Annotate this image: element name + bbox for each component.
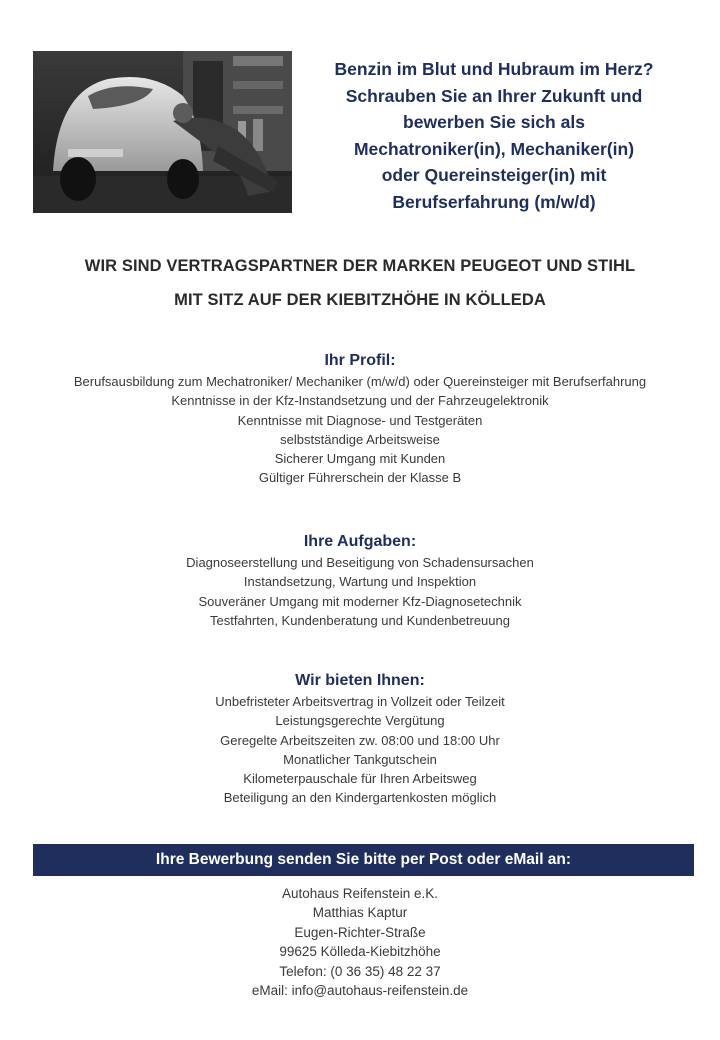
partner-statement: WIR SIND VERTRAGSPARTNER DER MARKEN PEUGEOT UND STIHL <box>84 257 636 275</box>
contact-city: 99625 Kölleda-Kiebitzhöhe <box>279 944 441 960</box>
profil-heading: Ihr Profil: <box>324 352 396 369</box>
contact-company: Autohaus Reifenstein e.K. <box>281 886 439 901</box>
list-item: Instandsetzung, Wartung und Inspektion <box>243 574 477 590</box>
headline-line: Benzin im Blut und Hubraum im Herz? <box>334 59 654 79</box>
list-item: Geregelte Arbeitszeiten zw. 08:00 und 18:00 Uhr <box>220 732 500 748</box>
bieten-section <box>0 670 720 808</box>
headline-line: bewerben Sie sich als <box>403 112 585 133</box>
car-mechanic-photo <box>33 51 292 213</box>
headline-line: oder Quereinsteiger(in) mit <box>381 165 607 186</box>
list-item: selbstständige Arbeitsweise <box>280 431 440 447</box>
list-item: Diagnoseerstellung und Beseitigung von Schadensursachen <box>186 555 534 570</box>
car-photo-illustration <box>33 51 292 213</box>
contact-phone: Telefon: (0 36 35) 48 22 37 <box>279 963 441 979</box>
contact-name: Matthias Kaptur <box>312 905 408 921</box>
contact-email: eMail: info@autohaus-reifenstein.de <box>251 983 469 999</box>
list-item: Sicherer Umgang mit Kunden <box>274 451 446 467</box>
aufgaben-section <box>0 531 720 630</box>
headline-line: Schrauben Sie an Ihrer Zukunft und <box>345 85 643 106</box>
list-item: Beteiligung an den Kindergartenkosten möglich <box>223 790 497 806</box>
contact-block <box>0 884 720 1000</box>
application-banner: Ihre Bewerbung senden Sie bitte per Post oder eMail an: <box>33 844 694 876</box>
list-item: Kenntnisse in der Kfz-Instandsetzung und der Fahrzeugelektronik <box>171 393 549 409</box>
contact-street: Eugen-Richter-Straße <box>294 924 426 940</box>
list-item: Berufsausbildung zum Mechatroniker/ Mechaniker (m/w/d) oder Quereinsteiger mit Berufserfahrung <box>73 374 647 389</box>
headline-line: Berufserfahrung (m/w/d) <box>392 191 596 212</box>
headline-line: Mechatroniker(in), Mechaniker(in) <box>353 138 635 159</box>
bieten-heading: Wir bieten Ihnen: <box>295 672 425 689</box>
list-item: Monatlicher Tankgutschein <box>283 751 437 767</box>
list-item: Souveräner Umgang mit moderner Kfz-Diagnosetechnik <box>198 593 522 609</box>
aufgaben-heading: Ihre Aufgaben: <box>303 533 417 550</box>
list-item: Unbefristeter Arbeitsvertrag in Vollzeit oder Teilzeit <box>215 694 505 709</box>
location-statement: MIT SITZ AUF DER KIEBITZHÖHE IN KÖLLEDA <box>174 291 546 309</box>
list-item: Testfahrten, Kundenberatung und Kundenbetreuung <box>210 612 510 628</box>
headline <box>300 56 688 216</box>
list-item: Kenntnisse mit Diagnose- und Testgeräten <box>237 412 483 428</box>
list-item: Gültiger Führerschein der Klasse B <box>258 470 462 486</box>
list-item: Kilometerpauschale für Ihren Arbeitsweg <box>243 771 477 787</box>
profil-section <box>0 350 720 488</box>
list-item: Leistungsgerechte Vergütung <box>275 713 445 729</box>
